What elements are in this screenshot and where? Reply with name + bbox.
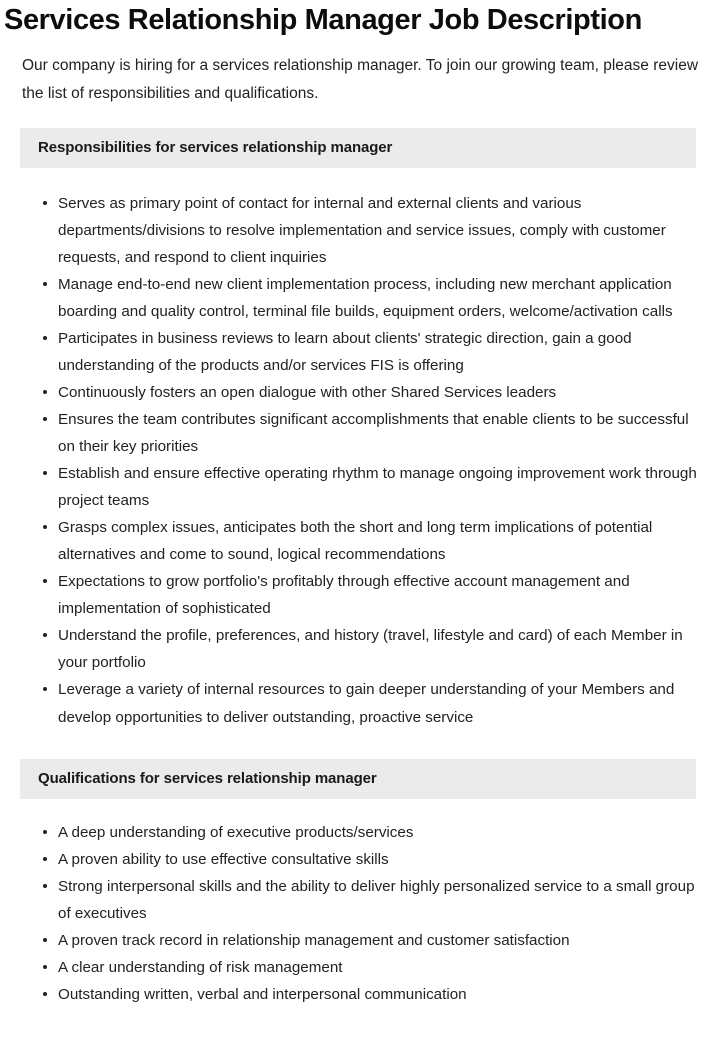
list-item: A proven ability to use effective consultative skills [0, 846, 720, 873]
list-item: Grasps complex issues, anticipates both the short and long term implications of potential alternatives and come to sound, logical recommendations [0, 514, 720, 568]
responsibilities-list [0, 190, 720, 731]
qualifications-heading: Qualifications for services relationship manager [38, 769, 377, 787]
list-item: A deep understanding of executive products/services [0, 819, 720, 846]
list-item: Outstanding written, verbal and interpersonal communication [0, 981, 720, 1008]
list-item: Manage end-to-end new client implementation process, including new merchant application boarding and quality control, terminal file builds, equipment orders, welcome/activation calls [0, 271, 720, 325]
qualifications-list [0, 819, 720, 1008]
list-item: A clear understanding of risk management [0, 954, 720, 981]
responsibilities-section [0, 128, 720, 731]
list-item: Continuously fosters an open dialogue with other Shared Services leaders [0, 379, 720, 406]
list-item: Understand the profile, preferences, and history (travel, lifestyle and card) of each Member in your portfolio [0, 622, 720, 676]
list-item: Establish and ensure effective operating rhythm to manage ongoing improvement work through project teams [0, 460, 720, 514]
responsibilities-heading: Responsibilities for services relationship manager [38, 138, 393, 156]
list-item: Serves as primary point of contact for internal and external clients and various departments/divisions to resolve implementation and service issues, comply with customer requests, and respond to client inquiries [0, 190, 720, 271]
qualifications-section-header [20, 759, 696, 799]
list-item: Expectations to grow portfolio's profitably through effective account management and implementation of sophisticated [0, 568, 720, 622]
list-item: Strong interpersonal skills and the ability to deliver highly personalized service to a small group of executives [0, 873, 720, 927]
page-title: Services Relationship Manager Job Description [4, 4, 642, 36]
qualifications-section [0, 759, 720, 1008]
responsibilities-section-header [20, 128, 696, 168]
list-item: A proven track record in relationship management and customer satisfaction [0, 927, 720, 954]
list-item: Participates in business reviews to learn about clients' strategic direction, gain a good understanding of the products and/or services FIS is offering [0, 325, 720, 379]
list-item: Leverage a variety of internal resources to gain deeper understanding of your Members and develop opportunities to deliver outstanding, proactive service [0, 676, 720, 730]
intro-paragraph: Our company is hiring for a services relationship manager. To join our growing team, please review the list of responsibilities and qualifications. [22, 57, 699, 103]
list-item: Ensures the team contributes significant accomplishments that enable clients to be successful on their key priorities [0, 406, 720, 460]
